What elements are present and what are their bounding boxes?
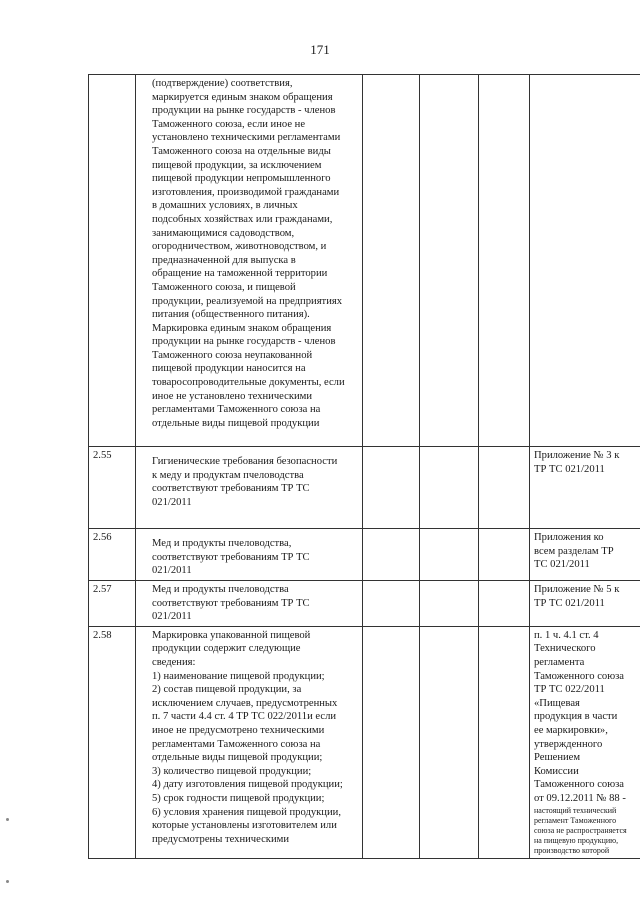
page-number: 171 [310,42,330,57]
reference-line: Приложение № 5 к [534,584,620,595]
table-row [89,581,640,627]
requirement-line: иное не предусмотрено техническими [152,724,325,736]
requirement-cell [136,626,363,858]
reference-line: всем разделам ТР [534,545,614,557]
requirement-line: Гигиенические требования безопасности [152,456,338,467]
reference-line: ТР ТС 021/2011 [534,463,605,475]
empty-check-cell [363,75,420,447]
requirement-line: соответствуют требованиям ТР ТС [152,597,310,609]
requirement-line: продукции на рынке государств - членов [152,336,336,348]
requirement-line: отдельные виды пищевой продукции; [152,752,323,764]
empty-check-cell [479,529,530,581]
row-number: 2.57 [89,581,136,627]
empty-check-cell [479,447,530,529]
requirement-line: Маркировка единым знаком обращения [152,322,332,334]
requirement-line: 2) состав пищевой продукции, за [152,684,302,696]
reference-cell [530,529,640,581]
requirement-line: соответствуют требованиям ТР ТС [152,483,310,495]
empty-check-cell [479,581,530,627]
empty-check-cell [420,447,479,529]
table-row [89,75,640,447]
requirement-line: пищевой продукции, за исключением [152,159,322,171]
reference-footnote-line: настоящий технический [534,805,617,815]
reference-cell [530,626,640,858]
reference-line: Приложение № 3 к [534,450,620,461]
reference-line: «Пищевая [534,697,580,709]
reference-line: от 09.12.2011 № 88 - [534,792,626,804]
reference-line: ТС 021/2011 [534,559,590,571]
requirement-line: 021/2011 [152,496,192,508]
requirement-line: регламентами Таможенного союза на [152,738,321,750]
row-number: 2.58 [89,626,136,858]
reference-cell [530,447,640,529]
reference-line: Технического [534,643,596,655]
margin-dot [6,880,9,883]
requirement-line: 1) наименование пищевой продукции; [152,670,325,682]
table-row [89,626,640,858]
requirement-cell [136,75,363,447]
reference-line: Решением [534,752,581,764]
requirement-line: Таможенного союза, и пищевой [152,281,296,293]
requirement-line: исключением случаев, предусмотренных [152,697,338,709]
requirement-line: занимающимися садоводством, [152,227,295,239]
reference-line: ТР ТС 021/2011 [534,597,605,609]
requirement-line: продукции содержит следующие [152,643,301,655]
reference-line: Таможенного союза [534,779,624,791]
empty-check-cell [479,75,530,447]
requirement-line: питания (общественного питания). [152,309,310,321]
reference-footnote-line: регламент Таможенного [534,815,617,825]
requirement-line: которые установлены изготовителем или [152,820,337,832]
reference-footnote-line: союза не распространяется [534,825,627,835]
requirement-line: предусмотрены техническими [152,833,289,845]
requirement-line: Мед и продукты пчеловодства, [152,538,292,549]
requirement-line: иное не установлено техническими [152,390,313,402]
requirement-line: п. 7 части 4.4 ст. 4 ТР ТС 022/2011и если [152,711,337,723]
row-number [89,75,136,447]
requirement-line: сведения: [152,656,196,668]
reference-line: ее маркировки», [534,724,608,736]
requirement-line: товаросопроводительные документы, если [152,377,345,389]
requirement-line: обращение на таможенной территории [152,268,328,280]
requirement-line: соответствуют требованиям ТР ТС [152,551,310,563]
reference-cell [530,581,640,627]
reference-line: Приложения ко [534,532,604,543]
requirement-line: к меду и продуктам пчеловодства [152,469,304,481]
reference-line: продукция в части [534,711,618,723]
empty-check-cell [363,529,420,581]
requirement-line: в домашних условиях, в личных [152,200,298,212]
requirement-line: 021/2011 [152,565,192,577]
requirement-line: Таможенного союза неупакованной [152,349,313,361]
empty-check-cell [420,529,479,581]
requirement-line: 6) условия хранения пищевой продукции, [152,806,341,818]
table-row [89,447,640,529]
requirement-line: (подтверждение) соответствия, [152,78,293,89]
requirement-line: Таможенного союза, если иное не [152,118,306,130]
requirement-line: Маркировка упакованной пищевой [152,629,311,641]
requirement-cell [136,529,363,581]
empty-check-cell [420,75,479,447]
row-number: 2.56 [89,529,136,581]
reference-line: утвержденного [534,738,603,750]
reference-footnote-line: на пищевую продукцию, [534,835,619,845]
requirement-line: 021/2011 [152,611,192,623]
empty-check-cell [363,626,420,858]
requirement-line: маркируется единым знаком обращения [152,91,333,103]
requirement-cell [136,581,363,627]
requirement-line: регламентами Таможенного союза на [152,404,321,416]
reference-line: регламента [534,656,585,668]
requirement-line: предназначенной для выпуска в [152,254,296,266]
requirement-line: 4) дату изготовления пищевой продукции; [152,779,343,791]
empty-check-cell [479,626,530,858]
reference-line: п. 1 ч. 4.1 ст. 4 [534,629,599,641]
requirement-cell [136,447,363,529]
requirement-line: огородничеством, животноводством, и [152,241,327,253]
requirement-line: изготовления, производимой гражданами [152,186,340,198]
empty-check-cell [363,447,420,529]
empty-check-cell [363,581,420,627]
reference-line: ТР ТС 022/2011 [534,684,605,696]
requirement-line: пищевой продукции непромышленного [152,173,331,185]
reference-footnote-line: производство которой [534,845,610,855]
margin-dot [6,818,9,821]
requirement-line: 3) количество пищевой продукции; [152,765,312,777]
reference-line: Комиссии [534,765,579,777]
requirement-line: подсобных хозяйствах или гражданами, [152,213,333,225]
reference-cell [530,75,640,447]
reference-line: Таможенного союза [534,670,624,682]
requirement-line: продукции, реализуемой на предприятиях [152,295,343,307]
requirement-line: отдельные виды пищевой продукции [152,417,320,429]
empty-check-cell [420,626,479,858]
row-number: 2.55 [89,447,136,529]
requirements-table [88,74,640,859]
requirement-line: Мед и продукты пчеловодства [152,584,289,595]
empty-check-cell [420,581,479,627]
requirement-line: 5) срок годности пищевой продукции; [152,792,325,804]
requirement-line: пищевой продукции наносится на [152,363,306,375]
requirement-line: Таможенного союза на отдельные виды [152,145,331,157]
table-row [89,529,640,581]
requirement-line: установлено техническими регламентами [152,132,341,144]
requirement-line: продукции на рынке государств - членов [152,105,336,117]
